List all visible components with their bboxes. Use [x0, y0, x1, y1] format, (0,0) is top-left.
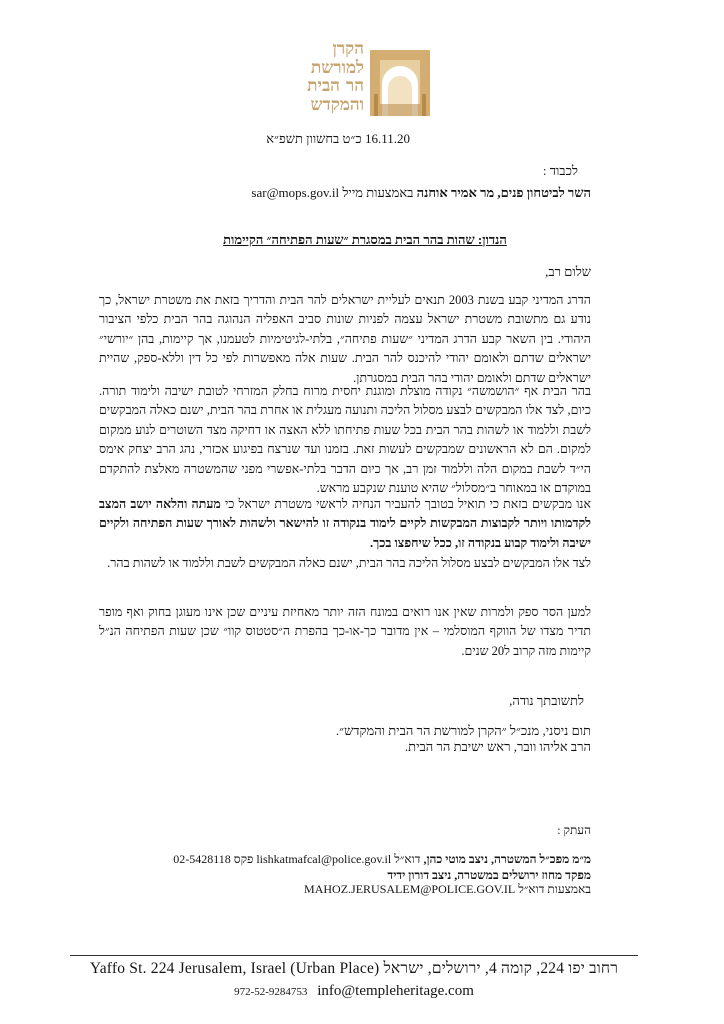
footer-divider	[70, 955, 638, 956]
letter-subject: הנדון: שהות בהר הבית במסגרת ״שעות הפתיחה״ הקיימות	[223, 232, 507, 247]
signature-line: תום ניסני, מנכ״ל ״הקרן למורשת הר הבית והמקדש״.	[335, 723, 591, 738]
body-paragraph: הדרג המדיני קבע בשנת 2003 תנאים לעליית ישראלים להר הבית והדריך בזאת את משטרת ישראל, כך נודע גם מתשובת משטרת ישראל עצמה לפניות שונות סביב האפליה הנהוגה בהר הבית כלפי הציבור היהודי. בין השאר קבע הדרג המדיני ״שעות פתיחה״, בלתי-לגיטימיות לטעמנו, אך קיימות, בהן ״יורשי״ ישראלים שדתם ולאומם יהודי להיכנס להר הבית. שעות אלה מאפשרות לפי כל דין וללא-ספק, שהיית ישראלים שדתם ולאומם יהודי בהר הבית במסגרתן.	[99, 293, 591, 385]
recipient-via: באמצעות מייל	[339, 185, 417, 200]
cc-line	[71, 851, 591, 867]
cc-line: מפקד מחוז ירושלים במשטרה, ניצב דורון ידיד	[387, 868, 591, 882]
body-paragraph: לצד אלו המבקשים לבצע מסלול הליכה בהר הבית, ישנם כאלה המבקשים לשבת וללמוד או לשהות בהר.	[107, 556, 591, 570]
cc-name: מ״מ מפכ״ל המשטרה, ניצב מוטי כהן,	[423, 852, 591, 866]
request-intro: אנו מבקשים בזאת כי תואיל בטובך להעביר הנחיה לראשי משטרת ישראל כי	[220, 497, 591, 511]
logo-line: והמקדש	[310, 94, 364, 115]
footer-phone: 972-52-9284753	[234, 986, 308, 998]
closing-line: לתשובתך נודה,	[509, 693, 584, 708]
logo-line: למורשת	[310, 57, 364, 78]
request-paragraph	[99, 495, 591, 553]
footer-email: info@templeheritage.com	[317, 983, 474, 999]
cc-contact: דוא״ל lishkatmafcal@police.gov.il פקס 02-5428118	[173, 852, 424, 866]
logo-line: הקרן	[332, 39, 364, 59]
greeting: שלום רב,	[545, 264, 591, 279]
letter-date: 16.11.20 כ״ט בחשוון תשפ״א	[266, 131, 410, 146]
recipient-email: sar@mops.gov.il	[251, 185, 340, 200]
signature-line: הרב אליהו וובר, ראש ישיבת הר הבית.	[404, 739, 591, 754]
recipient-line	[51, 185, 591, 201]
footer-contact	[70, 983, 638, 1000]
logo-line: הר הבית	[307, 76, 364, 96]
request-bold: מעתה והלאה יושב המצב לקדמותו ויותר לקבוצות המבקשות לקיים לימוד בנקודה זו להישאר ולשהות לאורך שעות הפתיחה ולקיים ישיבה ולימוד קבוע בנקודה זו, ככל שיחפצו בכך.	[99, 497, 591, 550]
body-paragraph: למען הסר ספק ולמרות שאין אנו רואים במונח הזה יותר מאחיזת עיניים שכן אינו מעוגן בחוק ואף מופר תדיר מצדו של הווקף המוסלמי – אין מדובר כך-או-כך בהפרת ה״סטטוס קוו״ שכן שעות הפתיחה הנ״ל קיימות מזה קרוב ל20 שנים.	[99, 605, 591, 658]
recipient-name: השר לביטחון פנים, מר אמיר אוחנה	[416, 185, 591, 200]
addressee-label: לכבוד :	[542, 163, 578, 178]
body-paragraph: בהר הבית אף ״הושמשה״ נקודה מוצלת ומוגנת יחסית מרוח בחלק המזרחי לטובת ישיבה ולימוד תורה. כיום, לצד אלו המבקשים לבצע מסלול הליכה ותנועה מעגלית או אחרת בהר הבית, ישנם כאלה המבקשים לשבת וללמוד או לשהות בהר הבית בכל שעות פתיחתו ללא האצה או דחיקה מצד השוטרים לנוע ממקום למקום. הם לא הראשונים שמבקשים לעשות זאת. בזמנו ועד שנרצח בפיגוע אכזרי, נהג הרב יצחק אימס הי״ד לשבת במקום הלה וללמוד זמן רב, אך כיום הדבר בלתי-אפשרי מפני שהמשטרה מאלצת להתקדם במוקדם או במאוחר ב״מסלול״ שהיא טוענת שנקבע מראש.	[99, 384, 591, 496]
temple-gate-icon	[368, 44, 432, 118]
foundation-logo	[254, 40, 432, 120]
cc-line: באמצעות דוא״ל MAHOZ.JERUSALEM@POLICE.GOV.IL	[304, 882, 591, 896]
logo-wordmark	[254, 40, 364, 114]
cc-title: העתק :	[557, 823, 591, 837]
footer-address: רחוב יפו 224, קומה 4, ירושלים, ישראל Yaffo St. 224 Jerusalem, Israel (Urban Place)	[89, 960, 619, 977]
